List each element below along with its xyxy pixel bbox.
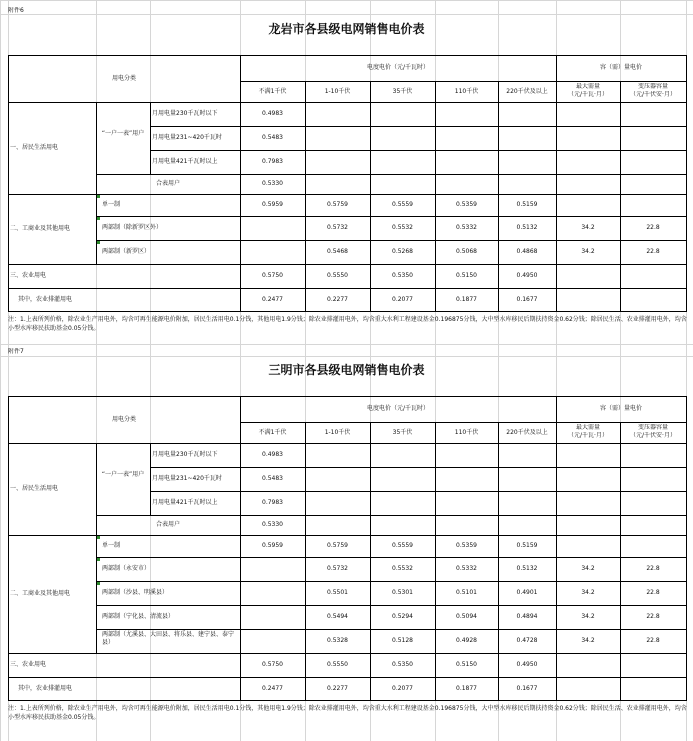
price-cell[interactable]: 0.1877 [456, 685, 477, 692]
header-max-demand[interactable]: 最大需量 [575, 424, 600, 431]
capacity-cell[interactable]: 34.2 [581, 248, 595, 255]
price-cell[interactable]: 0.5332 [456, 224, 477, 231]
category-residential[interactable]: 一、居民生活用电 [10, 485, 59, 492]
price-cell[interactable]: 0.5494 [327, 613, 348, 620]
price-cell[interactable]: 0.1677 [516, 685, 538, 692]
price-cell[interactable]: 0.7983 [262, 499, 283, 506]
capacity-cell[interactable]: 22.8 [646, 224, 660, 231]
row-label[interactable]: 两部制（新罗区） [102, 248, 151, 255]
grid-line-horizontal [8, 311, 687, 312]
price-cell[interactable]: 0.2277 [327, 296, 348, 303]
price-cell[interactable]: 0.5550 [327, 272, 348, 279]
header-voltage-2[interactable]: 35千伏 [392, 88, 413, 95]
row-label[interactable]: 月用电量421千瓦时以上 [152, 499, 218, 506]
row-label[interactable]: 月用电量231~420千瓦时 [152, 134, 222, 141]
attachment-label[interactable]: 附件6 [8, 7, 24, 14]
grid-line-vertical [686, 55, 687, 312]
row-label[interactable]: 月用电量230千瓦时以下 [152, 110, 218, 117]
row-label[interactable]: 合表用户 [155, 180, 180, 187]
grid-line-horizontal [0, 344, 693, 345]
price-cell[interactable]: 0.2477 [262, 685, 283, 692]
price-cell[interactable]: 0.7983 [262, 158, 283, 165]
grid-line-vertical [686, 396, 687, 701]
row-label[interactable]: 三、农业用电 [10, 661, 47, 668]
price-cell[interactable]: 0.1877 [456, 296, 477, 303]
header-voltage-2[interactable]: 35千伏 [392, 429, 413, 436]
capacity-cell[interactable]: 34.2 [581, 589, 595, 596]
cell-marker-icon [97, 195, 100, 198]
row-label[interactable]: 其中，农业排灌用电 [18, 296, 73, 303]
header-voltage-4[interactable]: 220千伏及以上 [506, 88, 548, 95]
header-voltage-4[interactable]: 220千伏及以上 [506, 429, 548, 436]
cell-marker-icon [97, 582, 100, 585]
grid-line-horizontal [0, 14, 693, 15]
cell-marker-icon [97, 217, 100, 220]
header-capacity-price[interactable]: 容（需）量电价 [599, 64, 642, 71]
price-cell[interactable]: 0.5532 [392, 565, 413, 572]
price-cell[interactable]: 0.5732 [327, 224, 348, 231]
price-cell[interactable]: 0.5759 [327, 201, 348, 208]
header-energy-price[interactable]: 电度电价（元/千瓦时） [366, 405, 430, 412]
capacity-cell[interactable]: 22.8 [646, 248, 660, 255]
header-max-demand[interactable]: 最大需量 [575, 83, 600, 90]
header-category[interactable]: 用电分类 [111, 75, 136, 82]
price-cell[interactable]: 0.5332 [456, 565, 477, 572]
price-cell[interactable]: 0.5468 [327, 248, 348, 255]
price-cell[interactable]: 0.4928 [456, 637, 477, 644]
price-cell[interactable]: 0.5359 [456, 542, 477, 549]
price-cell[interactable]: 0.5350 [392, 272, 413, 279]
capacity-cell[interactable]: 22.8 [646, 613, 660, 620]
grid-line-horizontal [0, 356, 693, 357]
price-cell[interactable]: 0.5150 [456, 272, 477, 279]
row-label[interactable]: 两部制（尤溪县、大田县、将乐县、建宁县、泰宁县） [102, 631, 235, 646]
price-cell[interactable]: 0.5294 [392, 613, 413, 620]
price-cell[interactable]: 0.4901 [516, 589, 538, 596]
price-cell[interactable]: 0.5128 [392, 637, 413, 644]
price-cell[interactable]: 0.5959 [262, 542, 283, 549]
header-max-demand-unit[interactable]: （元/千瓦·月） [568, 432, 608, 439]
attachment-label[interactable]: 附件7 [8, 348, 24, 355]
header-voltage-3[interactable]: 110千伏 [454, 429, 479, 436]
price-cell[interactable]: 0.5101 [456, 589, 477, 596]
subcategory-one-meter-per-household[interactable]: “一户一表”用户 [101, 130, 145, 137]
category-commercial[interactable]: 二、工商业及其他用电 [10, 225, 71, 232]
grid-line-horizontal [8, 700, 687, 701]
price-cell[interactable]: 0.5359 [456, 201, 477, 208]
capacity-cell[interactable]: 22.8 [646, 565, 660, 572]
header-transformer[interactable]: 变压器容量 [637, 424, 668, 431]
price-cell[interactable]: 0.5483 [262, 134, 283, 141]
cell-marker-icon [97, 536, 100, 539]
price-cell[interactable]: 0.5750 [262, 272, 283, 279]
header-transformer-unit[interactable]: （元/千伏安·月） [630, 91, 676, 98]
price-cell[interactable]: 0.5328 [327, 637, 348, 644]
row-label[interactable]: 单一制 [102, 542, 121, 549]
header-voltage-1[interactable]: 1-10千伏 [324, 429, 351, 436]
header-voltage-0[interactable]: 不满1千伏 [258, 429, 287, 436]
row-label[interactable]: 合表用户 [155, 521, 180, 528]
row-label[interactable]: 月用电量230千瓦时以下 [152, 451, 218, 458]
cell-marker-icon [97, 241, 100, 244]
header-category[interactable]: 用电分类 [111, 416, 136, 423]
price-cell[interactable]: 0.5501 [327, 589, 348, 596]
price-cell[interactable]: 0.5732 [327, 565, 348, 572]
price-cell[interactable]: 0.2077 [392, 685, 413, 692]
cell-marker-icon [97, 558, 100, 561]
grid-line-vertical [556, 81, 557, 312]
price-cell[interactable]: 0.4894 [516, 613, 538, 620]
footnote: 注：1.上表所列价格，除农业生产用电外，均含可再生能源电价附加，居民生活用电0.1分钱，其他用电1.9分钱；除农业排灌用电外，均含重大水利工程建设基金0.196875分钱，大中型水库移民后期扶持资金0.62分钱；除居民生活、农业排灌用电外，均含小型水库移民扶助基金0.05分钱。 [8, 316, 687, 332]
grid-line-vertical [620, 81, 621, 312]
price-cell[interactable]: 0.4868 [516, 248, 538, 255]
price-cell[interactable]: 0.5750 [262, 661, 283, 668]
price-cell[interactable]: 0.5559 [392, 542, 413, 549]
price-cell[interactable]: 0.5150 [456, 661, 477, 668]
capacity-cell[interactable]: 34.2 [581, 565, 595, 572]
price-cell[interactable]: 0.5959 [262, 201, 283, 208]
category-commercial[interactable]: 二、工商业及其他用电 [10, 590, 71, 597]
row-label[interactable]: 单一制 [102, 201, 121, 208]
price-cell[interactable]: 0.2477 [262, 296, 283, 303]
header-voltage-1[interactable]: 1-10千伏 [324, 88, 351, 95]
price-cell[interactable]: 0.4728 [516, 637, 538, 644]
price-cell[interactable]: 0.5550 [327, 661, 348, 668]
header-voltage-3[interactable]: 110千伏 [454, 88, 479, 95]
capacity-cell[interactable]: 22.8 [646, 637, 660, 644]
price-cell[interactable]: 0.2077 [392, 296, 413, 303]
capacity-cell[interactable]: 22.8 [646, 589, 660, 596]
grid-line-horizontal [0, 0, 693, 1]
row-label[interactable]: 两部制（沙县、明溪县） [102, 589, 169, 596]
footnote: 注：1.上表所列价格，除农业生产用电外，均含可再生能源电价附加，居民生活用电0.1分钱，其他用电1.9分钱；除农业排灌用电外，均含重大水利工程建设基金0.196875分钱，大中型水库移民后期扶持资金0.62分钱；除居民生活、农业排灌用电外，均含小型水库移民扶助基金0.05分钱。 [8, 705, 687, 721]
row-label[interactable]: 两部制（宁化县、清流县） [102, 613, 175, 620]
price-cell[interactable]: 0.1677 [516, 296, 538, 303]
price-cell[interactable]: 0.5559 [392, 201, 413, 208]
price-cell[interactable]: 0.4983 [262, 451, 283, 458]
price-cell[interactable]: 0.5532 [392, 224, 413, 231]
header-voltage-0[interactable]: 不满1千伏 [258, 88, 287, 95]
row-label[interactable]: 其中，农业排灌用电 [18, 685, 73, 692]
header-capacity-price[interactable]: 容（需）量电价 [599, 405, 642, 412]
price-cell[interactable]: 0.5330 [262, 180, 283, 187]
capacity-cell[interactable]: 34.2 [581, 224, 595, 231]
price-cell[interactable]: 0.5132 [516, 565, 538, 572]
price-cell[interactable]: 0.5268 [392, 248, 413, 255]
price-cell[interactable]: 0.5159 [516, 201, 538, 208]
header-transformer-unit[interactable]: （元/千伏安·月） [630, 432, 676, 439]
sheet-title: 龙岩市各县级电网销售电价表 [268, 22, 425, 36]
price-cell[interactable]: 0.5159 [516, 542, 538, 549]
subcategory-one-meter-per-household[interactable]: “一户一表”用户 [101, 471, 145, 478]
price-cell[interactable]: 0.5330 [262, 521, 283, 528]
header-max-demand-unit[interactable]: （元/千瓦·月） [568, 91, 608, 98]
capacity-cell[interactable]: 34.2 [581, 613, 595, 620]
price-cell[interactable]: 0.5301 [392, 589, 413, 596]
header-energy-price[interactable]: 电度电价（元/千瓦时） [366, 64, 430, 71]
row-label[interactable]: 月用电量231~420千瓦时 [152, 475, 222, 482]
price-cell[interactable]: 0.5759 [327, 542, 348, 549]
category-residential[interactable]: 一、居民生活用电 [10, 144, 59, 151]
row-label[interactable]: 月用电量421千瓦时以上 [152, 158, 218, 165]
price-cell[interactable]: 0.4950 [516, 272, 538, 279]
price-cell[interactable]: 0.5094 [456, 613, 477, 620]
row-label[interactable]: 三、农业用电 [10, 272, 47, 279]
row-label[interactable]: 两部制（除新罗区外） [102, 224, 163, 231]
row-label[interactable]: 两部制（永安市） [102, 565, 151, 572]
sheet-title: 三明市各县级电网销售电价表 [268, 363, 425, 377]
price-cell[interactable]: 0.2277 [327, 685, 348, 692]
price-cell[interactable]: 0.5350 [392, 661, 413, 668]
capacity-cell[interactable]: 34.2 [581, 637, 595, 644]
header-transformer[interactable]: 变压器容量 [637, 83, 668, 90]
price-cell[interactable]: 0.4950 [516, 661, 538, 668]
price-cell[interactable]: 0.5068 [456, 248, 477, 255]
price-cell[interactable]: 0.5132 [516, 224, 538, 231]
price-cell[interactable]: 0.4983 [262, 110, 283, 117]
price-cell[interactable]: 0.5483 [262, 475, 283, 482]
